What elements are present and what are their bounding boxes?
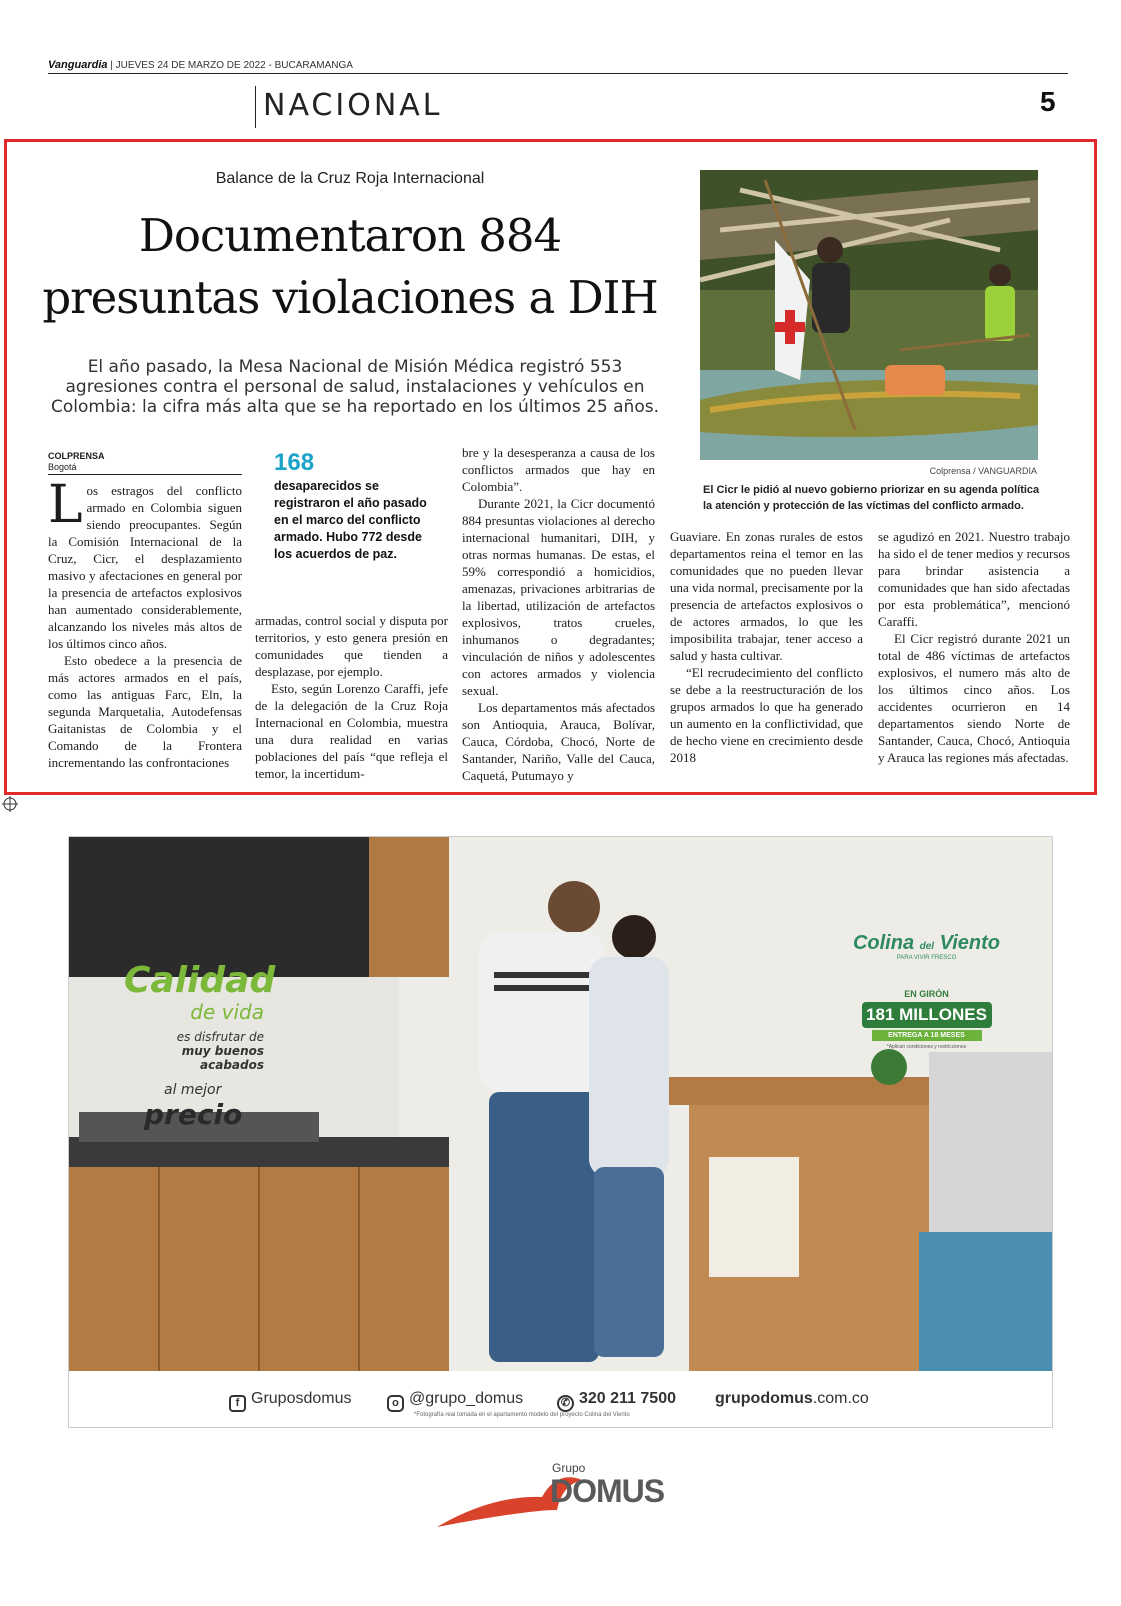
project-location: EN GIRÓN [904,989,949,999]
instagram-handle: @grupo_domus [409,1390,524,1407]
slogan-acabados: muy buenos acabados [181,1044,264,1072]
byline-city: Bogotá [48,462,77,472]
dateline: JUEVES 24 DE MARZO DE 2022 - BUCARAMANGA [115,60,353,71]
slogan-al-mejor: al mejor [164,1082,222,1098]
slogan-calidad: Calidad [124,960,276,1001]
brand-name: Vanguardia [48,59,108,71]
masthead-divider: | [110,60,116,71]
paragraph-text: os estragos del conflicto armado en Colombia siguen siendo preocupantes. Según la Comisión Internacional de la Cruz, Cicr, el desplazamiento masivo y afectaciones en general por la presencia de artefactos explosivos han aumentado considerablemente, alcanzando los niveles más altos de los últimos cinco años. [48,483,242,651]
brand-big: DOMUS [550,1473,665,1509]
domus-logo [432,1455,692,1535]
project-name-part: Viento [939,932,1001,954]
brand-small: Grupo [552,1461,586,1475]
byline-agency: COLPRENSA [48,451,105,461]
article-deck: El año pasado, la Mesa Nacional de Misión Médica registró 553 agresiones contra el personal de salud, instalaciones y vehículos en Colombia: la cifra más alta que se ha reportado en los últimos 25 años. [51,357,659,417]
slogan-precio: precio [144,1098,243,1131]
article-column-5 [878,528,1070,766]
section-title: NACIONAL [263,88,443,123]
article-column-1 [48,475,242,771]
phone-number: 320 211 7500 [579,1390,676,1407]
facebook-icon: f [229,1395,246,1412]
price-badge: 181 MILLONES [862,1002,992,1028]
paragraph: Esto, según Lorenzo Caraffi, jefe de la delegación de la Cruz Roja Internacional en Colombia, muestra una dura realidad en varias poblaciones del país “que refleja el temor, la incertidum- [255,681,448,781]
paragraph: Guaviare. En zonas rurales de estos departamentos reina el temor en las comunidades que no pueden llevar una vida normal, precisamente por la presencia de artefactos explosivos o de actores armados, lo que les imposibilita trabajar, tener acceso a salud y hasta cultivar. [670,529,863,663]
website-tld: .com.co [812,1390,869,1407]
slogan-disfrutar: es disfrutar de [176,1030,264,1044]
project-name-part: del [919,941,935,952]
facebook-handle: Gruposdomus [251,1390,352,1407]
registration-mark-icon [2,796,18,812]
whatsapp-link[interactable] [557,1390,676,1412]
article-column-4 [670,528,863,766]
headline-line-1: Documentaron 884 [138,209,562,262]
article-headline [30,205,670,329]
stat-text: desaparecidos se registraron el año pasado en el marco del conflicto armado. Hubo 772 desde los acuerdos de paz. [274,479,427,561]
paragraph: armadas, control social y disputa por territorios, y esto genera presión en comunidades que tienden a desplazase, por ejemplo. [255,613,448,679]
facebook-link[interactable] [229,1390,352,1412]
delivery-badge: ENTREGA A 18 MESES [872,1030,982,1041]
paragraph: se agudizó en 2021. Nuestro trabajo ha sido el de tener medios y recursos para brindar asistencia a comunidades que han sido afectadas por esta problemática”, mencionó Caraffi. [878,529,1070,629]
photo-caption: El Cicr le pidió al nuevo gobierno priorizar en su agenda política la atención y protección de las víctimas del conflicto armado. [703,484,1040,512]
whatsapp-icon: ✆ [557,1395,574,1412]
article-kicker: Balance de la Cruz Roja Internacional [215,170,485,187]
byline [48,451,105,473]
article-column-3 [462,444,655,784]
website-domain: grupodomus [715,1390,813,1407]
paragraph: El Cicr registró durante 2021 un total de 486 víctimas de artefactos explosivos, el numero más alto de los últimos cinco años. Los accidentes ocurrieron en 14 departamentos siendo Norte de Santander, Cauca, Chocó, Antioquia y Arauca las regiones más afectadas. [878,631,1070,765]
photo-credit: Colprensa / VANGUARDIA [929,466,1037,476]
paragraph: “El recrudecimiento del conflicto se debe a la reestructuración de los grupos armados lo que ha generado un aumento en la conflictividad, que de hecho viene en crecimiento desde 2018 [670,665,863,765]
project-name-part: Colina [852,932,915,954]
project-tagline: PARA VIVIR FRESCO [896,955,957,961]
page-number: 5 [1040,86,1056,117]
section-divider [255,86,256,128]
conditions-note: *Aplican condiciones y restricciones [886,1044,967,1050]
masthead [48,59,353,71]
advertisement [68,836,1053,1428]
instagram-link[interactable] [387,1390,523,1412]
paragraph: bre y la desesperanza a causa de los conflictos armados que hay en Colombia”. [462,445,655,494]
slogan-de-vida: de vida [190,1000,264,1024]
website-link[interactable] [715,1390,869,1408]
paragraph: Esto obedece a la presencia de más actores armados en el país, como las antiguas Farc, Eln, la segunda Marquetalia, Autodefensas Gaitanistas de Colombia y el Comando de la Frontera incrementando las confrontaciones [48,653,242,770]
article-photo [700,170,1038,460]
paragraph [48,475,242,652]
header-rule [48,73,1068,74]
ad-slogan [124,960,276,1131]
drop-cap: L [48,475,83,535]
headline-line-2: presuntas violaciones a DIH [42,271,658,324]
instagram-icon: o [387,1395,404,1412]
photo-disclaimer: *Fotografía real tomada en el apartamento modelo del proyecto Colina del Viento [414,1412,630,1418]
project-name [839,932,1014,955]
paragraph: Los departamentos más afectados son Antioquia, Arauca, Bolívar, Cauca, Córdoba, Chocó, Norte de Santander, Nariño, Valle del Cauca, Caquetá, Putumayo y [462,700,655,783]
stat-number: 168 [274,449,315,476]
project-logo [839,932,1014,1050]
boat-photo-illustration [700,170,1038,460]
article-column-2 [255,612,448,782]
paragraph: Durante 2021, la Cicr documentó 884 presuntas violaciones al derecho internacional humanitari, DIH, y otras normas humanas. De estas, el 59% correspondió a homicidios, amenazas, privaciones arbitrarias de la libertad, utilización de artefactos explosivos, tratos crueles, inhumanos o degradantes; vinculación de niños y adolescentes con actores armados y violencia sexual. [462,496,655,698]
